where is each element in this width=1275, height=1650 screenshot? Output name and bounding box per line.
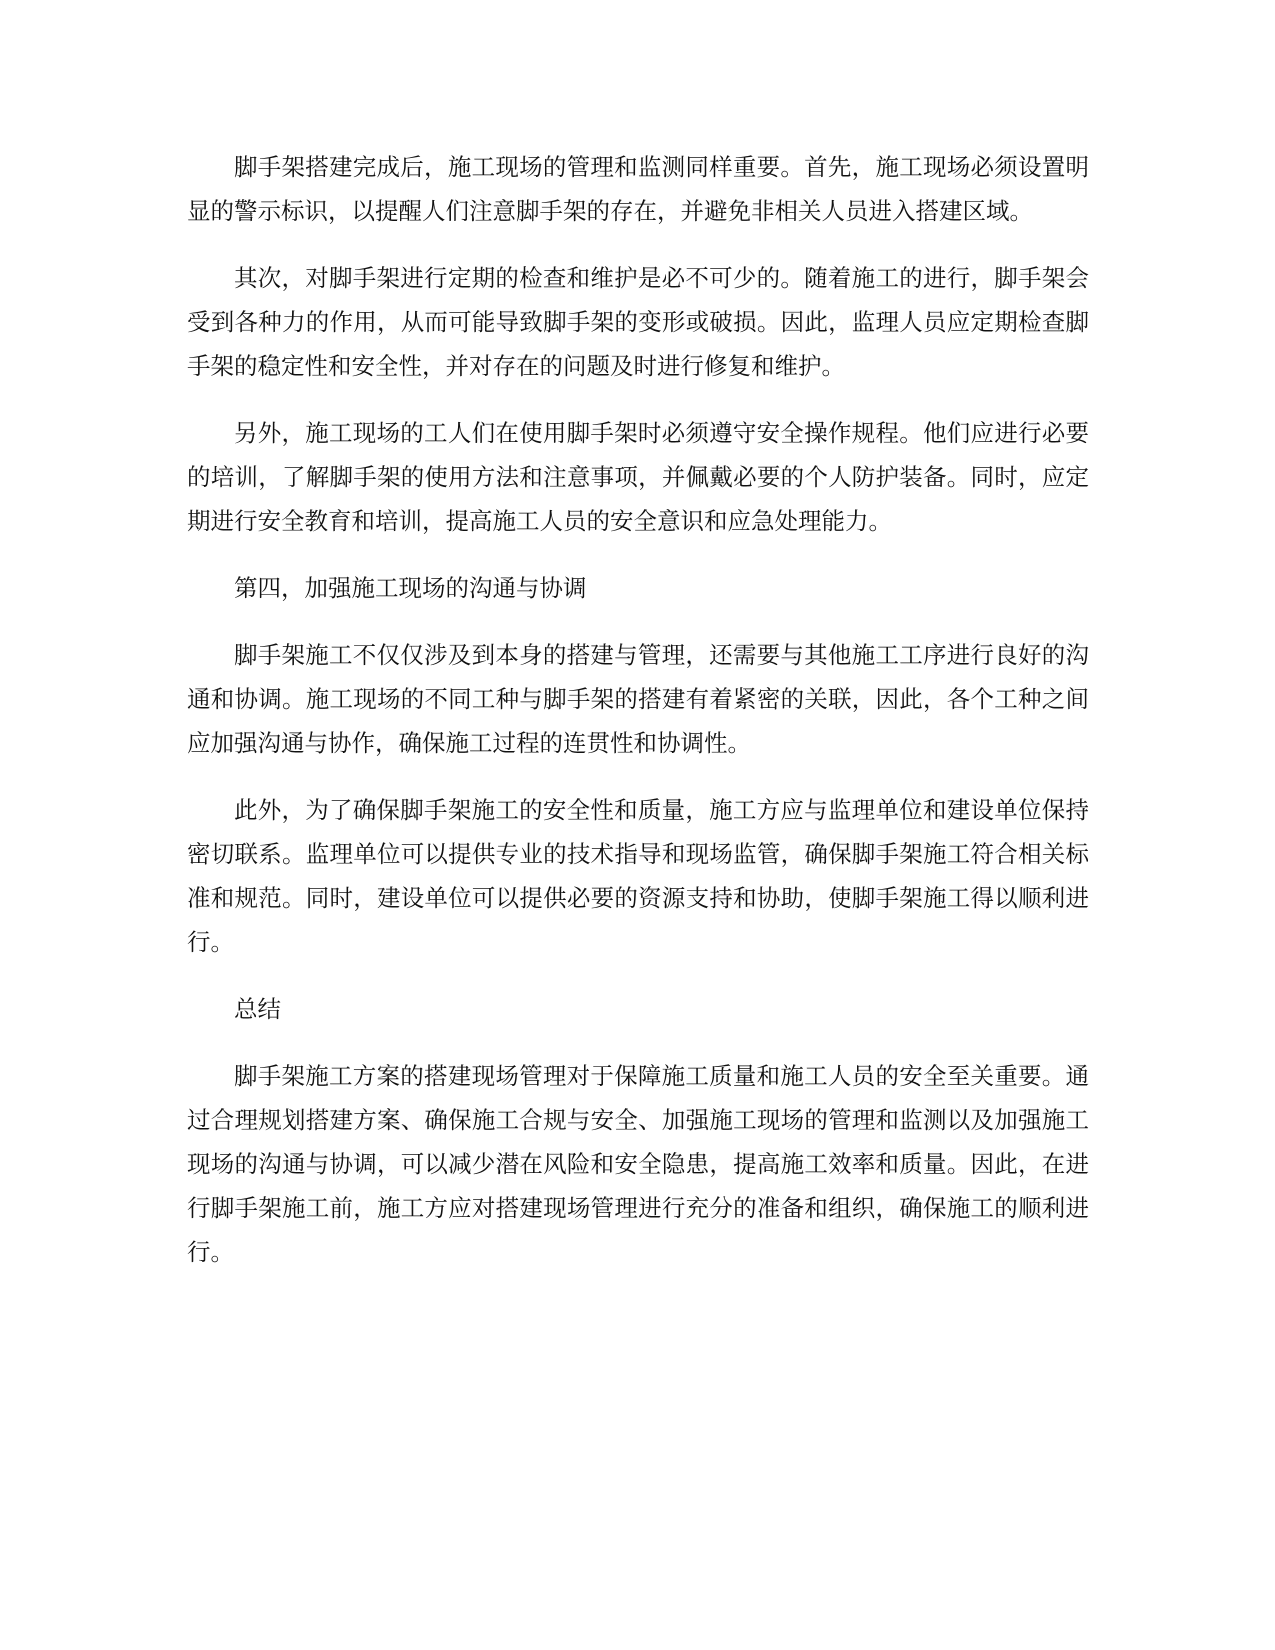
paragraph-communication: 脚手架施工不仅仅涉及到本身的搭建与管理，还需要与其他施工工序进行良好的沟通和协调。施工现场的不同工种与脚手架的搭建有着紧密的关联，因此，各个工种之间应加强沟通与协作，确保施工过程的连贯性和协调性。	[187, 641, 1089, 757]
paragraph-worker-safety: 另外，施工现场的工人们在使用脚手架时必须遵守安全操作规程。他们应进行必要的培训，了解脚手架的使用方法和注意事项，并佩戴必要的个人防护装备。同时，应定期进行安全教育和培训，提高施工人员的安全意识和应急处理能力。	[187, 419, 1089, 535]
paragraph-inspection-maintenance: 其次，对脚手架进行定期的检查和维护是必不可少的。随着施工的进行，脚手架会受到各种力的作用，从而可能导致脚手架的变形或破损。因此，监理人员应定期检查脚手架的稳定性和安全性，并对存在的问题及时进行修复和维护。	[187, 264, 1089, 380]
section-heading-communication: 第四，加强施工现场的沟通与协调	[234, 574, 587, 602]
paragraph-summary: 脚手架施工方案的搭建现场管理对于保障施工质量和施工人员的安全至关重要。通过合理规划搭建方案、确保施工合规与安全、加强施工现场的管理和监测以及加强施工现场的沟通与协调，可以减少潜在风险和安全隐患，提高施工效率和质量。因此，在进行脚手架施工前，施工方应对搭建现场管理进行充分的准备和组织，确保施工的顺利进行。	[187, 1062, 1089, 1266]
section-heading-summary: 总结	[234, 995, 281, 1023]
paragraph-supervision: 此外，为了确保脚手架施工的安全性和质量，施工方应与监理单位和建设单位保持密切联系。监理单位可以提供专业的技术指导和现场监管，确保脚手架施工符合相关标准和规范。同时，建设单位可以提供必要的资源支持和协助，使脚手架施工得以顺利进行。	[187, 796, 1089, 956]
document-body	[187, 145, 1089, 1297]
paragraph-site-monitoring: 脚手架搭建完成后，施工现场的管理和监测同样重要。首先，施工现场必须设置明显的警示标识，以提醒人们注意脚手架的存在，并避免非相关人员进入搭建区域。	[187, 153, 1089, 225]
